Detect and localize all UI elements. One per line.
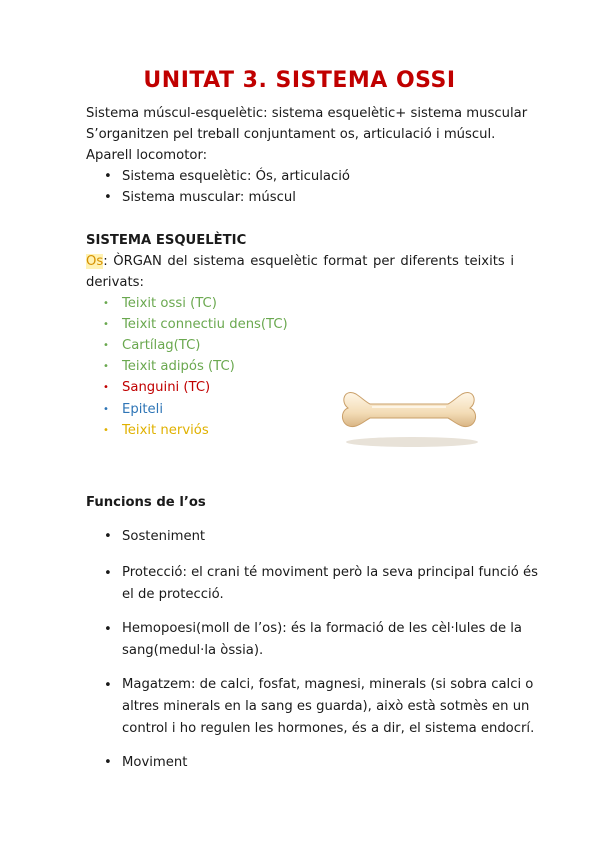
- intro-line-3: Aparell locomotor:: [86, 148, 208, 163]
- tissue-item: Teixit adipós (TC): [122, 359, 235, 374]
- os-definition-line-2: derivats:: [86, 275, 144, 290]
- bullet-dot: •: [104, 190, 112, 205]
- function-item: [122, 752, 514, 774]
- function-item: [122, 526, 514, 548]
- bullet-dot: •: [104, 622, 112, 637]
- function-line: altres minerals en la sang es guarda), això està sotmès en un: [122, 699, 530, 714]
- function-line: Sosteniment: [122, 529, 206, 544]
- function-line: sang(medul·la òssia).: [122, 643, 264, 658]
- function-item: [122, 562, 538, 606]
- bullet-dot: •: [104, 566, 112, 581]
- bullet-dot: •: [104, 529, 112, 544]
- os-definition-line-1: [86, 254, 514, 269]
- function-item: [122, 674, 535, 740]
- bullet-dot: •: [104, 678, 112, 693]
- functions-heading: Funcions de l’os: [86, 495, 206, 510]
- bullet-dot: •: [103, 404, 109, 415]
- page-title: UNITAT 3. SISTEMA OSSI: [143, 68, 456, 93]
- function-line: control i ho regulen les hormones, és a dir, el sistema endocrí.: [122, 721, 535, 736]
- function-line: Hemopoesi(moll de l’os): és la formació de les cèl·lules de la: [122, 621, 522, 636]
- intro-bullet-1: Sistema esquelètic: Ós, articulació: [122, 169, 350, 184]
- function-line: Protecció: el crani té moviment però la seva principal funció és: [122, 565, 538, 580]
- function-line: el de protecció.: [122, 587, 224, 602]
- tissue-item: Cartílag(TC): [122, 338, 201, 353]
- intro-line-2: S’organitzen pel treball conjuntament os, articulació i múscul.: [86, 127, 496, 142]
- bullet-dot: •: [103, 340, 109, 351]
- bullet-dot: •: [103, 319, 109, 330]
- bullet-dot: •: [104, 755, 112, 770]
- function-line: Magatzem: de calci, fosfat, magnesi, minerals (si sobra calci o: [122, 677, 534, 692]
- os-word: Os: [86, 254, 104, 269]
- tissue-item: Sanguini (TC): [122, 380, 211, 395]
- intro-line-1: Sistema múscul-esquelètic: sistema esquelètic+ sistema muscular: [86, 106, 528, 121]
- bone-illustration: [336, 380, 484, 450]
- bullet-dot: •: [103, 298, 109, 309]
- tissue-item: Teixit connectiu dens(TC): [122, 317, 288, 332]
- tissue-item: Teixit ossi (TC): [122, 296, 217, 311]
- os-definition-text: : ÒRGAN del sistema esquelètic format per diferents teixits i: [103, 254, 514, 269]
- skeletal-heading: SISTEMA ESQUELÈTIC: [86, 233, 247, 248]
- bullet-dot: •: [103, 425, 109, 436]
- function-line: Moviment: [122, 755, 188, 770]
- bullet-dot: •: [103, 361, 109, 372]
- bullet-dot: •: [104, 169, 112, 184]
- tissue-item: Teixit nerviós: [122, 423, 209, 438]
- function-item: [122, 618, 522, 662]
- intro-bullet-2: Sistema muscular: múscul: [122, 190, 296, 205]
- tissue-item: Epiteli: [122, 402, 163, 417]
- bullet-dot: •: [103, 382, 109, 393]
